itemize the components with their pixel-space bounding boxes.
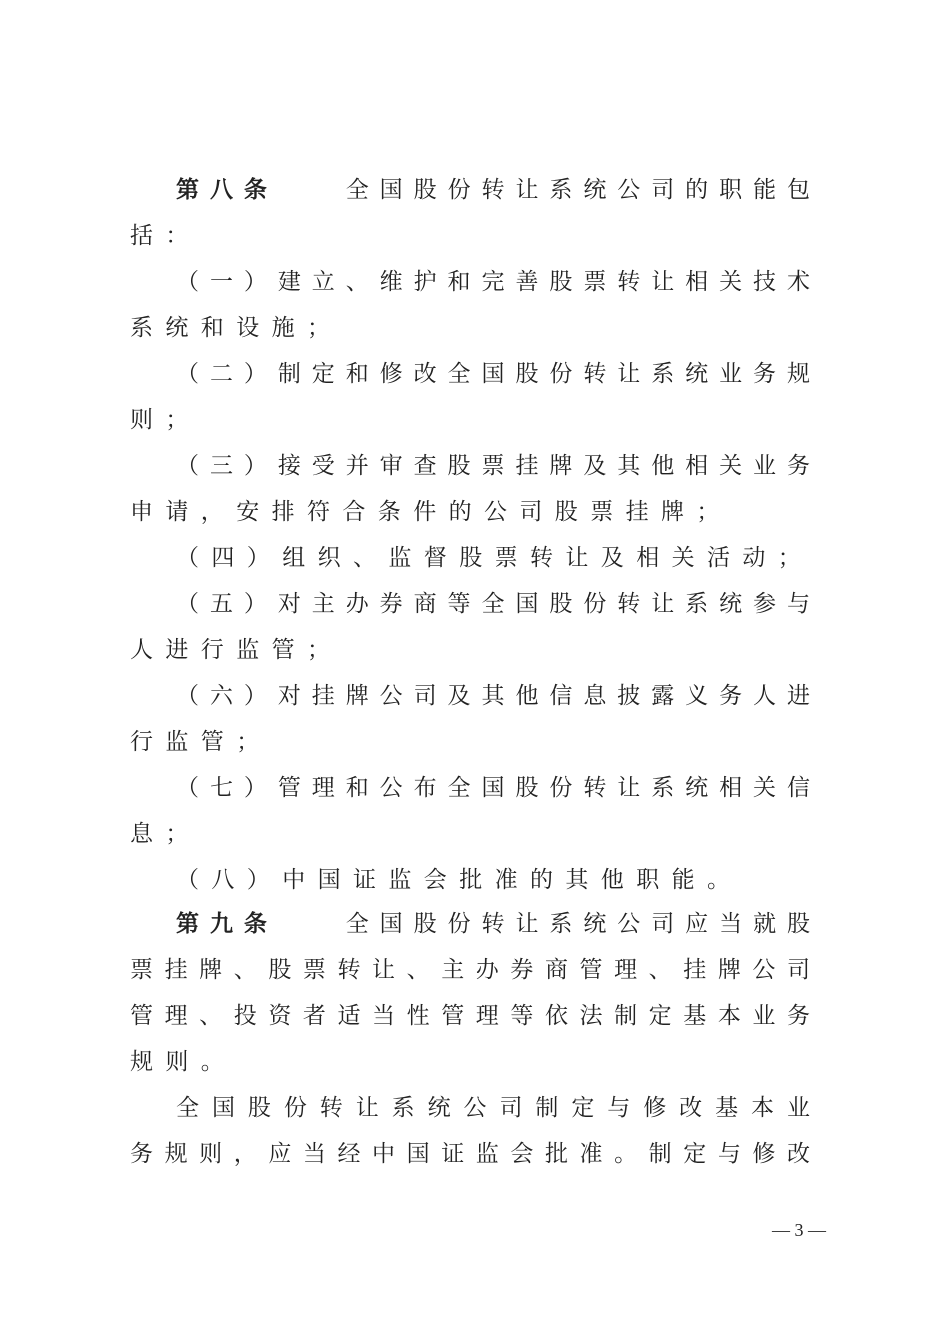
article-8-item-3-line-2: 申请，安排符合条件的公司股票挂牌； (130, 499, 732, 525)
article-9-first-line (176, 904, 810, 944)
article-8-item-6-line-1: （六）对挂牌公司及其他信息披露义务人进 (176, 683, 810, 709)
article-8-item-5-line-2: 人进行监管； (130, 637, 343, 663)
article-8-item-4: （四）组织、监督股票转让及相关活动； (176, 545, 814, 571)
article-8-item-7-line-1: （七）管理和公布全国股份转让系统相关信 (176, 775, 810, 801)
page-number: — 3 — (772, 1220, 826, 1240)
article-9-line-4: 规则。 (130, 1049, 237, 1075)
article-8-continuation: 括： (130, 223, 201, 249)
article-9-text: 全国股份转让系统公司应当就股 (345, 911, 811, 937)
article-9-line-3: 管理、投资者适当性管理等依法制定基本业务 (130, 1003, 810, 1029)
article-8-item-7-line-2: 息； (130, 821, 201, 847)
article-8-text: 全国股份转让系统公司的职能包 (345, 177, 811, 203)
article-8-label: 第八条 (176, 176, 278, 203)
article-8-item-1-line-1: （一）建立、维护和完善股票转让相关技术 (176, 269, 810, 295)
article-8-item-6-line-2: 行监管； (130, 729, 272, 755)
article-9-paragraph-2-line-2: 务规则，应当经中国证监会批准。制定与修改 (130, 1141, 810, 1167)
article-9-paragraph-2-line-1: 全国股份转让系统公司制定与修改基本业 (176, 1095, 810, 1121)
article-8-item-1-line-2: 系统和设施； (130, 315, 343, 341)
article-9-label: 第九条 (176, 910, 278, 937)
article-9-line-2: 票挂牌、股票转让、主办券商管理、挂牌公司 (130, 957, 810, 983)
article-8-item-5-line-1: （五）对主办券商等全国股份转让系统参与 (176, 591, 810, 617)
article-8-item-2-line-1: （二）制定和修改全国股份转让系统业务规 (176, 361, 810, 387)
article-8-first-line (176, 170, 810, 210)
article-8-item-3-line-1: （三）接受并审查股票挂牌及其他相关业务 (176, 453, 810, 479)
article-8-item-8: （八）中国证监会批准的其他职能。 (176, 867, 743, 893)
article-8-item-2-line-2: 则； (130, 407, 201, 433)
